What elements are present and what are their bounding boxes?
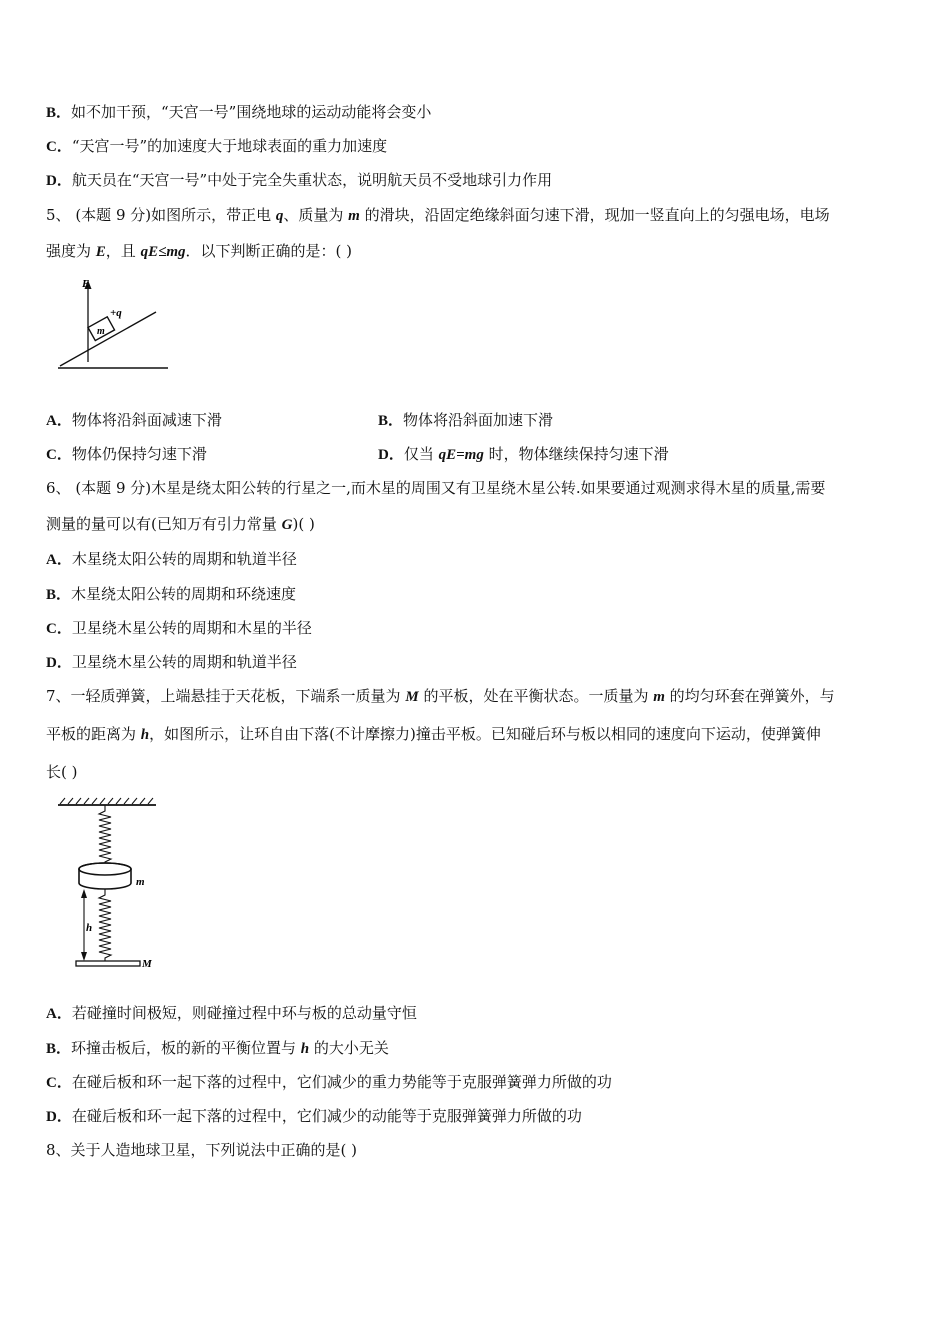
stem-text: ．以下判断正确的是：( ) (185, 242, 352, 260)
height-label: h (86, 922, 93, 934)
charge-label: +q (110, 307, 122, 319)
option-label: B． (46, 587, 72, 603)
option-text: 的大小无关 (309, 1039, 389, 1057)
question-number: 6、 (46, 479, 71, 497)
incline-figure (50, 272, 180, 377)
e-label: E (82, 278, 90, 290)
var-M: M (405, 689, 419, 705)
q4-option-c (46, 136, 387, 157)
option-label: C． (46, 621, 72, 637)
arrow-head-icon (81, 952, 87, 961)
option-label: B． (46, 1041, 72, 1057)
condition: qE≤mg (140, 244, 186, 260)
option-text: 在碰后板和环一起下落的过程中，它们减少的动能等于克服弹簧弹力所做的功 (71, 1107, 582, 1125)
option-label: D． (46, 173, 72, 189)
q7-stem-line3 (46, 762, 77, 782)
option-label: D． (46, 655, 72, 671)
ring-body (79, 869, 131, 889)
option-text: 物体仍保持匀速下滑 (71, 445, 207, 463)
q5-option-d (378, 444, 669, 465)
q6-option-b (46, 584, 296, 605)
option-text: 如不加干预，“天宫一号”围绕地球的运动动能将会变小 (71, 103, 432, 121)
var-q: q (275, 208, 284, 224)
var-E: E (95, 244, 106, 260)
question-number: 7、 (46, 687, 71, 705)
option-label: D． (378, 447, 404, 463)
option-text: 木星绕太阳公转的周期和环绕速度 (71, 585, 297, 603)
q7-stem-line1 (46, 686, 835, 707)
plate (76, 961, 140, 966)
option-label: B． (46, 105, 72, 121)
stem-text: ，且 (105, 242, 141, 260)
option-text: 木星绕太阳公转的周期和轨道半径 (71, 550, 297, 568)
var-G: G (281, 517, 293, 533)
q7-option-c (46, 1072, 612, 1093)
stem-text: (本题 9 分)木星是绕太阳公转的行星之一,而木星的周围又有卫星绕木星公转.如果要通过观测求得木星的质量,需要 (75, 479, 826, 497)
option-label: A． (46, 1006, 72, 1022)
spring-upper (99, 805, 111, 867)
q7-option-a (46, 1003, 417, 1024)
stem-text: 长( ) (46, 763, 78, 781)
stem-text: 测量的量可以有(已知万有引力常量 (46, 515, 282, 533)
arrow-head-icon (81, 889, 87, 898)
stem-text: 的滑块，沿固定绝缘斜面匀速下滑，现加一竖直向上的匀强电场，电场 (359, 206, 830, 224)
ring-label: m (136, 876, 145, 888)
option-text: 航天员在“天宫一号”中处于完全失重状态，说明航天员不受地球引力作用 (71, 171, 553, 189)
ceiling-hatch (60, 798, 153, 804)
q6-option-c (46, 618, 312, 639)
option-text: 环撞击板后，板的新的平衡位置与 (71, 1039, 301, 1057)
q5-option-b (378, 410, 553, 431)
q7-stem-line2 (46, 724, 821, 745)
q8-stem (46, 1140, 357, 1160)
q6-stem-line1 (46, 478, 825, 498)
mass-label: m (97, 326, 105, 337)
q4-option-b (46, 102, 431, 123)
option-text: “天宫一号”的加速度大于地球表面的重力加速度 (71, 137, 388, 155)
var-m: m (348, 208, 360, 224)
stem-text: 、质量为 (283, 206, 349, 224)
option-label: A． (46, 552, 72, 568)
option-text: 在碰后板和环一起下落的过程中，它们减少的重力势能等于克服弹簧弹力所做的功 (71, 1073, 612, 1091)
plate-label: M (142, 958, 152, 970)
option-text: 时，物体继续保持匀速下滑 (483, 445, 669, 463)
q7-option-d (46, 1106, 582, 1127)
stem-text: 一轻质弹簧，上端悬挂于天花板，下端系一质量为 (70, 687, 406, 705)
q6-option-d (46, 652, 297, 673)
option-label: C． (46, 139, 72, 155)
spring-lower (99, 889, 111, 961)
option-label: B． (378, 413, 404, 429)
option-text: 物体将沿斜面加速下滑 (403, 411, 554, 429)
stem-text: (本题 9 分)如图所示，带正电 (75, 206, 276, 224)
option-text: 物体将沿斜面减速下滑 (71, 411, 222, 429)
stem-text: 关于人造地球卫星，下列说法中正确的是( ) (70, 1141, 358, 1159)
q5-stem-line1 (46, 205, 830, 226)
var-h: h (140, 727, 150, 743)
option-text: 仅当 (403, 445, 439, 463)
option-label: A． (46, 413, 72, 429)
q6-stem-line2 (46, 514, 315, 535)
option-text: 卫星绕木星公转的周期和木星的半径 (71, 619, 312, 637)
q4-option-d (46, 170, 552, 191)
option-text: 卫星绕木星公转的周期和轨道半径 (71, 653, 297, 671)
var-m: m (653, 689, 665, 705)
q7-option-b (46, 1038, 389, 1059)
equation: qE=mg (438, 447, 484, 463)
option-label: C． (46, 1075, 72, 1091)
question-number: 8、 (46, 1141, 71, 1159)
stem-text: 强度为 (46, 242, 96, 260)
q5-option-c (46, 444, 207, 465)
option-text: 若碰撞时间极短，则碰撞过程中环与板的总动量守恒 (71, 1004, 417, 1022)
option-label: C． (46, 447, 72, 463)
var-h: h (300, 1041, 310, 1057)
stem-text: )( ) (292, 515, 315, 533)
spring-figure (50, 795, 170, 973)
q6-option-a (46, 549, 297, 570)
q5-option-a (46, 410, 222, 431)
stem-text: 的平板，处在平衡状态。一质量为 (418, 687, 654, 705)
stem-text: 平板的距离为 (46, 725, 141, 743)
stem-text: 的均匀环套在弹簧外，与 (664, 687, 835, 705)
stem-text: ，如图所示，让环自由下落(不计摩擦力)撞击平板。已知碰后环与板以相同的速度向下运动，使弹簧伸 (149, 725, 821, 743)
q5-stem-line2 (46, 241, 352, 262)
option-label: D． (46, 1109, 72, 1125)
question-number: 5、 (46, 206, 71, 224)
